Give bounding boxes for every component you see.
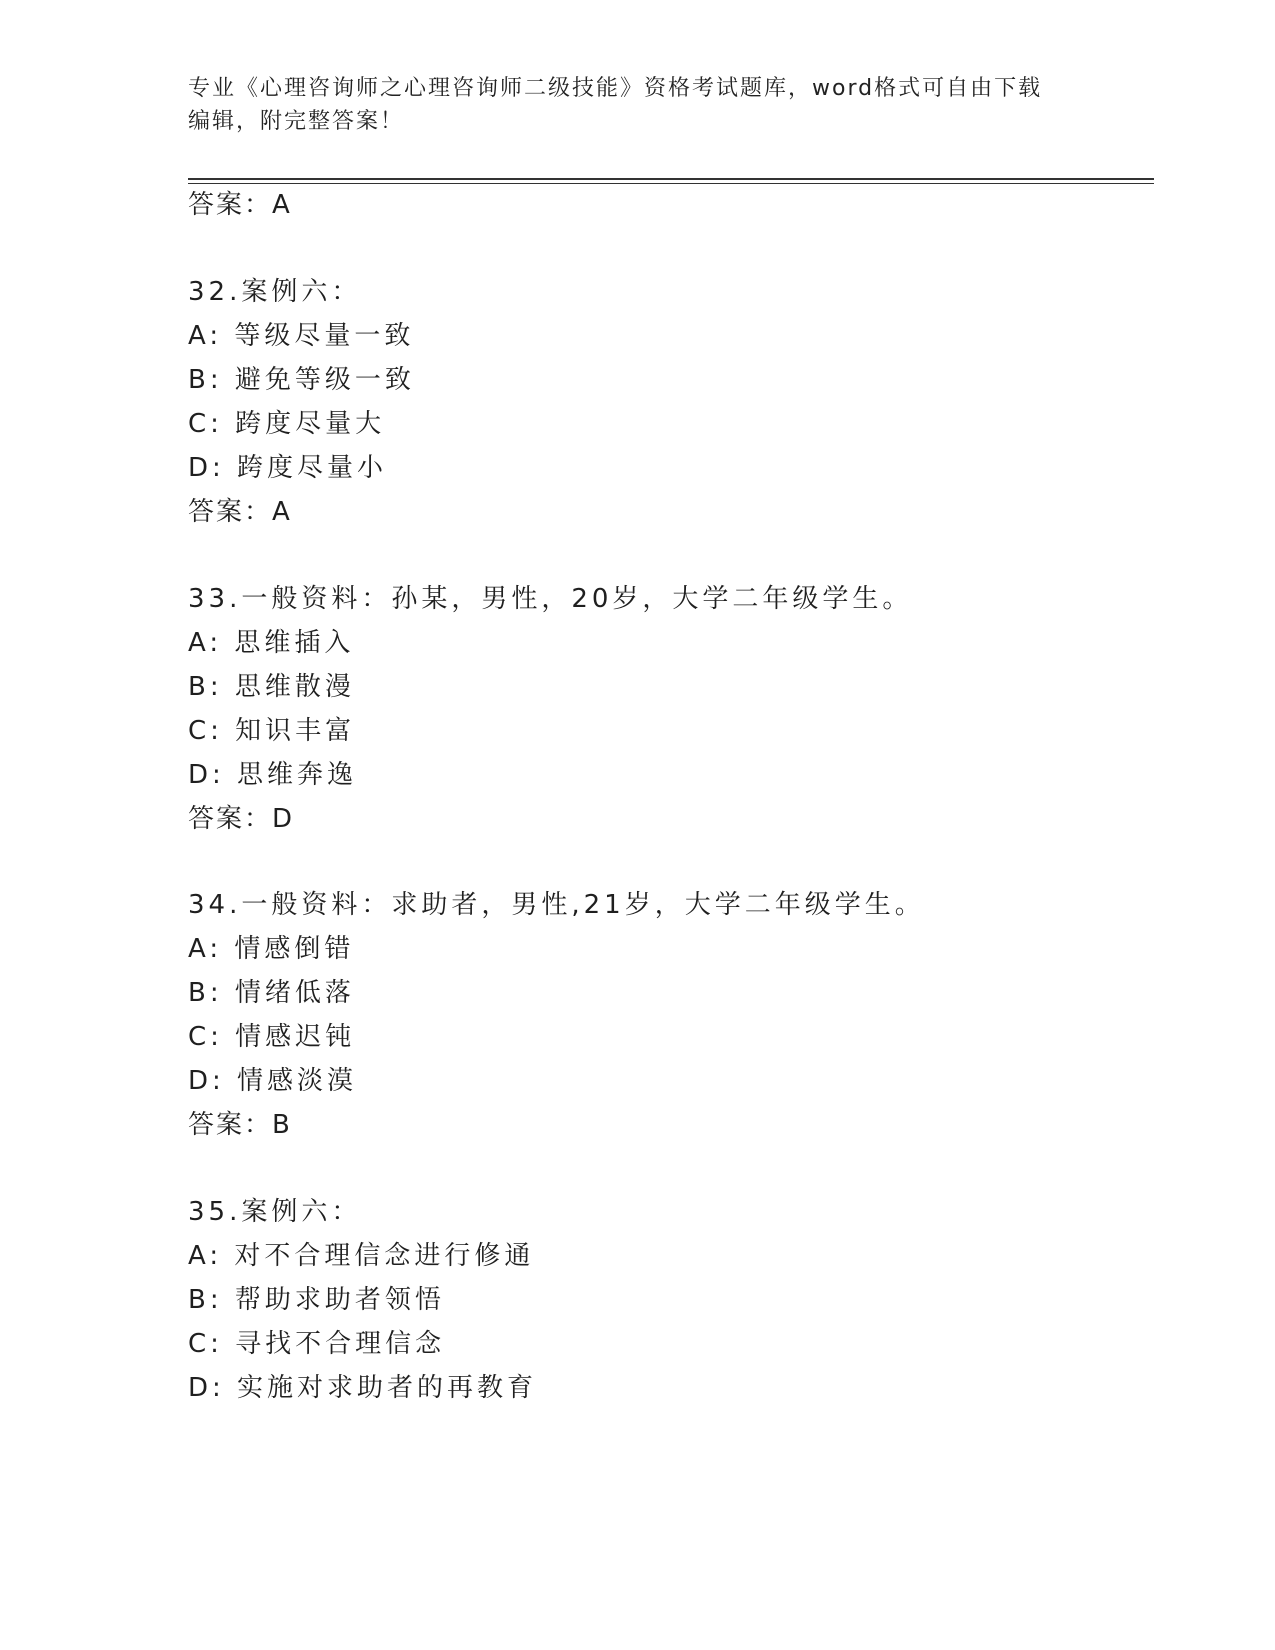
question-32-stem: 32.案例六： <box>188 277 362 307</box>
question-32-option-a: A: 等级尽量一致 <box>188 321 415 351</box>
question-33-stem: 33.一般资料：孙某，男性，20岁，大学二年级学生。 <box>188 584 913 614</box>
question-33-option-d: D: 思维奔逸 <box>188 760 358 790</box>
header-line-1: 专业《心理咨询师之心理咨询师二级技能》资格考试题库，word格式可自由下载 <box>188 76 1043 101</box>
question-32-answer: 答案：A <box>188 497 292 527</box>
question-33-answer: 答案：D <box>188 804 295 834</box>
question-32-option-b: B: 避免等级一致 <box>188 365 415 395</box>
header-divider-thick <box>188 178 1154 180</box>
question-35-option-c: C: 寻找不合理信念 <box>188 1329 446 1359</box>
document-header <box>188 72 1088 138</box>
question-35-stem: 35.案例六： <box>188 1197 362 1227</box>
question-35-option-a: A: 对不合理信念进行修通 <box>188 1241 535 1271</box>
question-33-option-a: A: 思维插入 <box>188 628 355 658</box>
question-34-option-c: C: 情感迟钝 <box>188 1022 356 1052</box>
question-33-option-c: C: 知识丰富 <box>188 716 356 746</box>
question-34-option-b: B: 情绪低落 <box>188 978 355 1008</box>
question-32-option-d: D: 跨度尽量小 <box>188 453 388 483</box>
question-32-option-c: C: 跨度尽量大 <box>188 409 386 439</box>
header-divider-thin <box>188 183 1154 184</box>
question-34-option-a: A: 情感倒错 <box>188 934 355 964</box>
question-34-stem: 34.一般资料：求助者，男性,21岁，大学二年级学生。 <box>188 890 925 920</box>
question-33-option-b: B: 思维散漫 <box>188 672 355 702</box>
question-34-answer: 答案：B <box>188 1110 292 1140</box>
question-35-option-b: B: 帮助求助者领悟 <box>188 1285 445 1315</box>
question-35-option-d: D: 实施对求助者的再教育 <box>188 1373 538 1403</box>
header-line-2: 编辑，附完整答案！ <box>188 109 405 134</box>
answer-previous: 答案：A <box>188 190 292 220</box>
question-34-option-d: D: 情感淡漠 <box>188 1066 358 1096</box>
